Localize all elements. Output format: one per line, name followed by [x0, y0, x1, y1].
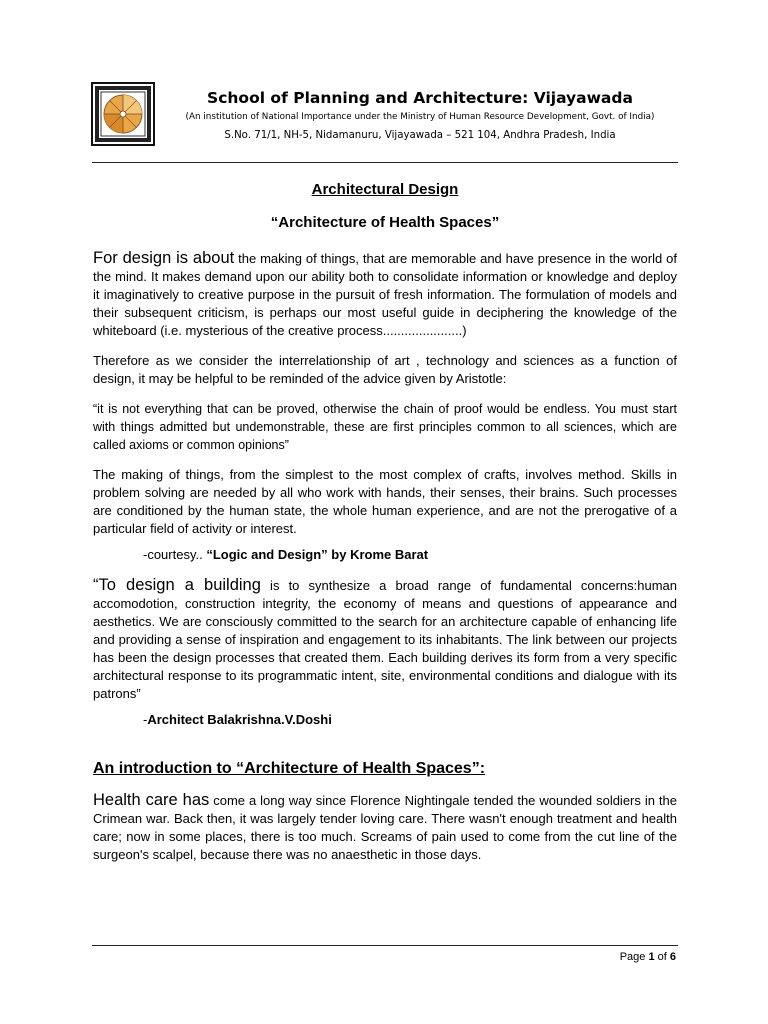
paragraph-text: is to synthesize a broad range of fundamental concerns:human accomodotion, construction integrity, the economy of means and questions of appearance and aesthetics. We are consciously committed to the search for an architecture capable of enhancing life and providing a sense of inspiration and engagement to its inhabitants. The link between our projects has been the design processes that created them. Each building derives its form from a very specific architectural response to its programmatic intent, site, environmental conditions and dialogue with its patrons” — [93, 578, 677, 701]
section-heading-introduction: An introduction to “Architecture of Health Spaces”: — [93, 760, 486, 777]
header-divider — [92, 162, 678, 163]
document-body — [93, 249, 677, 864]
institution-name: School of Planning and Architecture: Vijayawada — [207, 89, 633, 107]
course-title: Architectural Design — [311, 181, 459, 198]
footer-divider — [92, 945, 678, 946]
paragraph-text: come a long way since Florence Nightingale tended the wounded soldiers in the Crimean war. Back then, it was largely tender loving care. There wasn't enough treatment and health care; now in some places, there is too much. Screams of pain used to come from the cut line of the surgeon's scalpel, because there was no anaesthetic in those days. — [93, 793, 677, 862]
institution-address: S.No. 71/1, NH-5, Nidamanuru, Vijayawada – 521 104, Andhra Pradesh, India — [224, 130, 616, 141]
paragraph-method: The making of things, from the simplest to the most complex of crafts, involves method. Skills in problem solving are needed by all who work with hands, their senses, their brains. Such processes are conditioned by the human state, the whole human experience, and are not the prerogative of a particular field of activity or interest. — [93, 467, 677, 536]
paragraph-doshi-quote — [93, 576, 677, 703]
aristotle-quote: “it is not everything that can be proved, otherwise the chain of proof would be endless. You must start with things admitted but undemonstrable, these are first principles common to all sciences, which are called axioms or common opinions” — [93, 402, 677, 452]
topic-title: “Architecture of Health Spaces” — [270, 214, 500, 231]
paragraph-health-care — [93, 791, 677, 864]
credit-doshi: -Architect Balakrishna.V.Doshi — [143, 712, 332, 727]
institution-subtitle: (An institution of National Importance under the Ministry of Human Resource Development, Govt. of India) — [185, 112, 655, 122]
institution-logo — [91, 82, 155, 146]
credit-source: “Logic and Design” by Krome Barat — [206, 547, 429, 562]
page-number: Page 1 of 6 — [619, 951, 676, 963]
paragraph-lead: Health care has — [93, 791, 210, 809]
credit-source: Architect Balakrishna.V.Doshi — [147, 712, 332, 727]
credit-barat: -courtesy.. “Logic and Design” by Krome Barat — [143, 547, 429, 562]
paragraph-design — [93, 249, 677, 340]
paragraph-lead: For design is about — [93, 249, 235, 267]
paragraph-text: the making of things, that are memorable and have presence in the world of the mind. It makes demand upon our ability both to consolidate information or knowledge and deploy it imaginatively to creative purpose in the pursuit of fresh information. The formulation of models and their subsequent criticism, is perhaps our most useful guide in deciphering the knowledge of the whiteboard (i.e. mysterious of the creative process......................) — [93, 251, 677, 338]
paragraph-aristotle-intro: Therefore as we consider the interrelationship of art , technology and sciences as a function of design, it may be helpful to be reminded of the advice given by Aristotle: — [93, 353, 677, 386]
paragraph-lead: “To design a building — [93, 576, 261, 594]
